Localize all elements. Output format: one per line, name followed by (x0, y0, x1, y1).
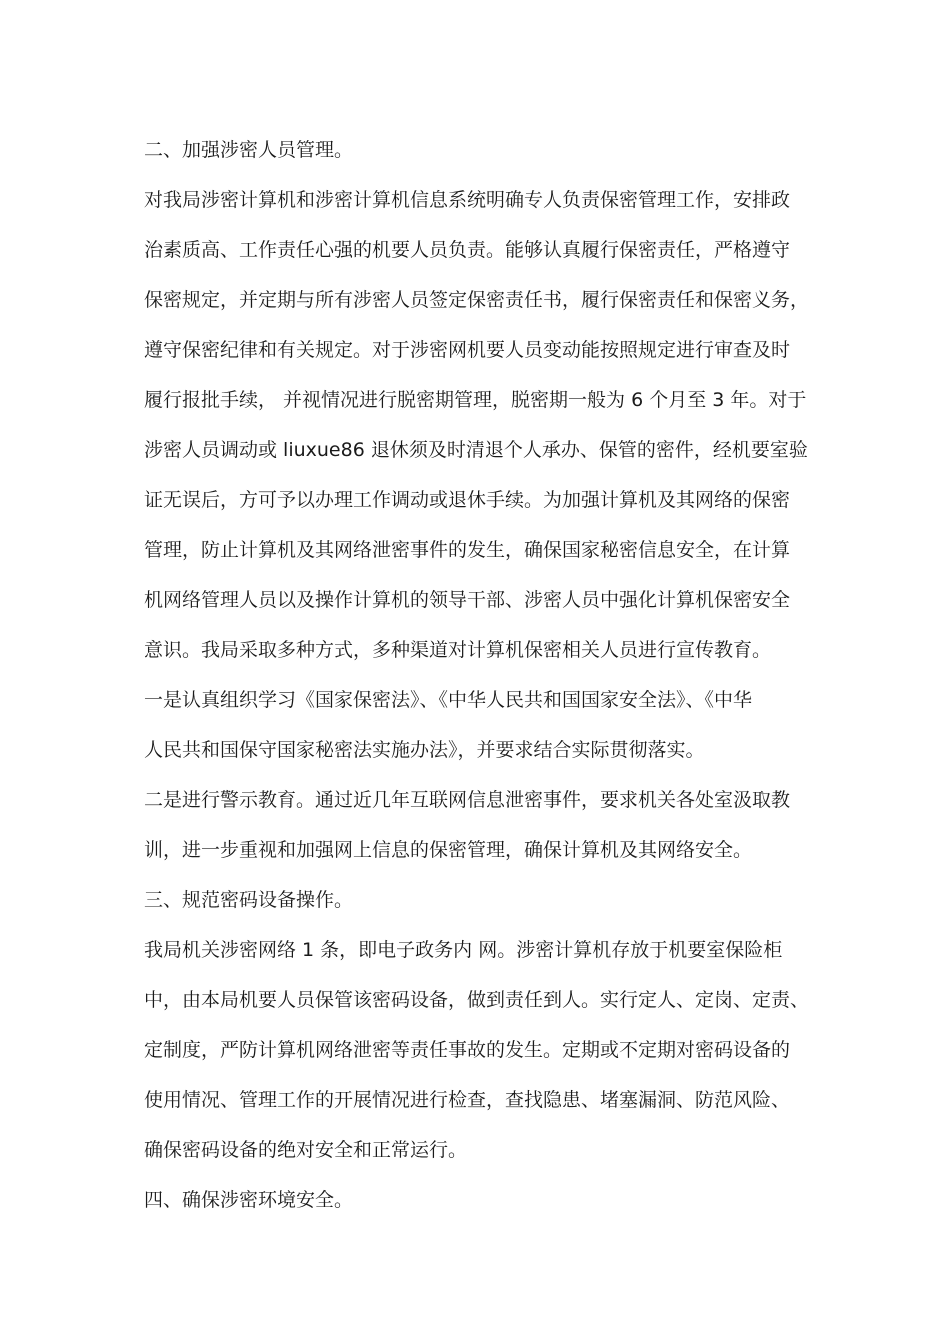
text-line: 管理，防止计算机及其网络泄密事件的发生，确保国家秘密信息安全，在计算 (144, 539, 791, 561)
text-line: 使用情况、管理工作的开展情况进行检查，查找隐患、堵塞漏洞、防范风险、 (144, 1089, 791, 1111)
text-line: 遵守保密纪律和有关规定。对于涉密网机要人员变动能按照规定进行审查及时 (144, 339, 791, 361)
text-line: 一是认真组织学习《国家保密法》、《中华人民共和国国家安全法》、《中华 (144, 689, 753, 711)
text-line: 机网络管理人员以及操作计算机的领导干部、涉密人员中强化计算机保密安全 (144, 589, 791, 611)
text-line: 履行报批手续， 并视情况进行脱密期管理，脱密期一般为 6 个月至 3 年。对于 (144, 389, 807, 411)
text-line: 保密规定，并定期与所有涉密人员签定保密责任书，履行保密责任和保密义务， (144, 289, 810, 311)
text-line: 中，由本局机要人员保管该密码设备，做到责任到人。实行定人、定岗、定责、 (144, 989, 810, 1011)
text-line: 人民共和国保守国家秘密法实施办法》，并要求结合实际贯彻落实。 (144, 739, 705, 761)
text-line: 二是进行警示教育。通过近几年互联网信息泄密事件，要求机关各处室汲取教 (144, 789, 791, 811)
text-line: 确保密码设备的绝对安全和正常运行。 (144, 1139, 468, 1161)
text-line: 涉密人员调动或 liuxue86 退休须及时清退个人承办、保管的密件，经机要室验 (144, 439, 808, 461)
text-line: 治素质高、工作责任心强的机要人员负责。能够认真履行保密责任，严格遵守 (144, 239, 791, 261)
text-line: 四、确保涉密环境安全。 (144, 1189, 354, 1211)
text-line: 对我局涉密计算机和涉密计算机信息系统明确专人负责保密管理工作，安排政 (144, 189, 791, 211)
text-line: 定制度，严防计算机网络泄密等责任事故的发生。定期或不定期对密码设备的 (144, 1039, 791, 1061)
text-line: 意识。我局采取多种方式，多种渠道对计算机保密相关人员进行宣传教育。 (144, 639, 772, 661)
text-line: 证无误后，方可予以办理工作调动或退休手续。为加强计算机及其网络的保密 (144, 489, 791, 511)
text-line: 二、加强涉密人员管理。 (144, 139, 354, 161)
text-line: 我局机关涉密网络 1 条，即电子政务内 网。涉密计算机存放于机要室保险柜 (144, 939, 783, 961)
text-line: 三、规范密码设备操作。 (144, 889, 354, 911)
text-line: 训，进一步重视和加强网上信息的保密管理，确保计算机及其网络安全。 (144, 839, 753, 861)
